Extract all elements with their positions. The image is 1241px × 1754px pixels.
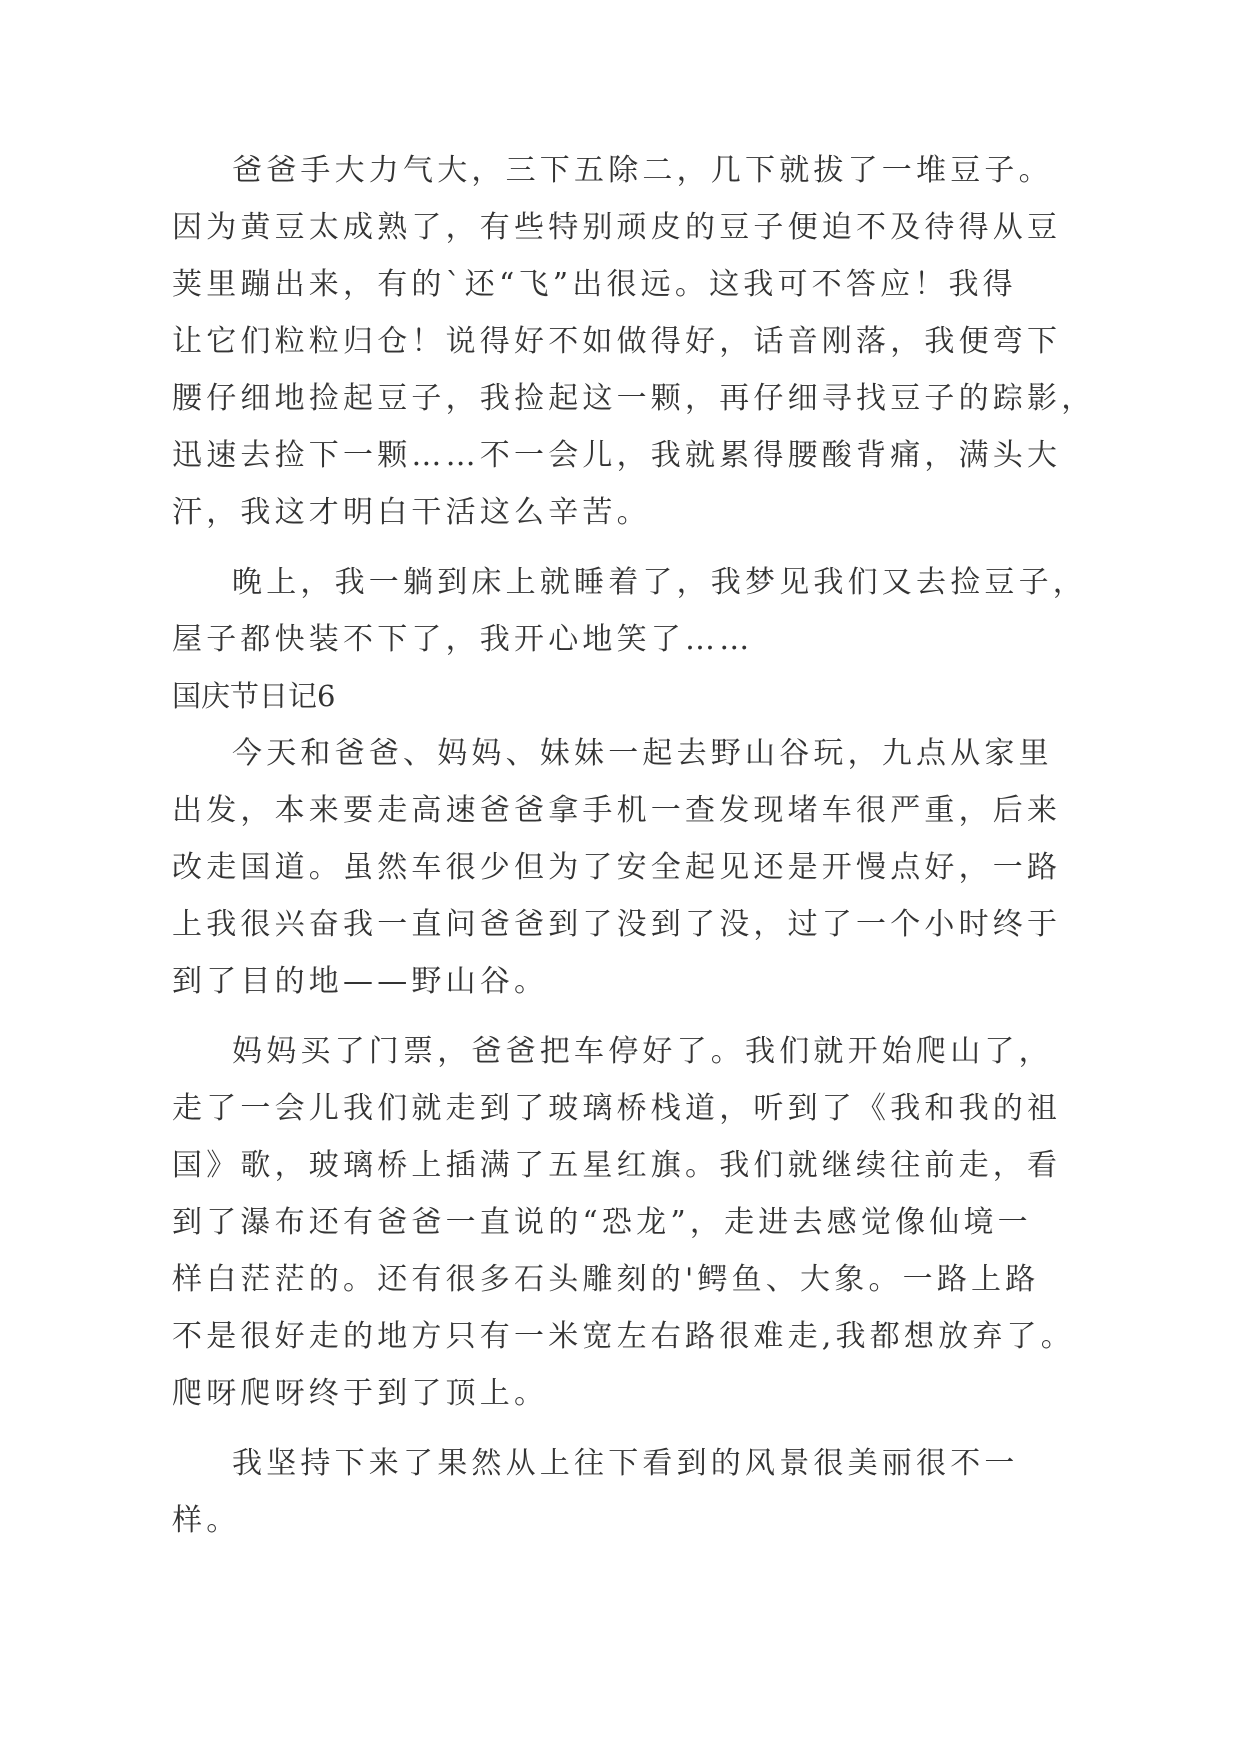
text-line: 样白茫茫的。还有很多石头雕刻的'鳄鱼、大象。一路上路 [172, 1262, 1040, 1297]
paragraph [172, 1023, 1112, 1422]
text-line: 样。 [172, 1503, 241, 1538]
text-line: 腰仔细地捡起豆子，我捡起这一颗，再仔细寻找豆子的踪影， [172, 381, 1096, 416]
paragraph [172, 1435, 1112, 1549]
text-line: 迅速去捡下一颗……不一会儿，我就累得腰酸背痛，满头大 [172, 438, 1062, 473]
text-line: 今天和爸爸、妈妈、妹妹一起去野山谷玩，九点从家里 [232, 736, 1053, 771]
text-line: 因为黄豆太成熟了，有些特别顽皮的豆子便迫不及待得从豆 [172, 210, 1062, 245]
text-line: 改走国道。虽然车很少但为了安全起见还是开慢点好，一路 [172, 850, 1062, 885]
text-line: 上我很兴奋我一直问爸爸到了没到了没，过了一个小时终于 [172, 907, 1062, 942]
text-line: 荚里蹦出来，有的`还“飞”出很远。这我可不答应！我得 [172, 267, 1017, 302]
paragraph [172, 725, 1112, 1010]
text-line: 妈妈买了门票，爸爸把车停好了。我们就开始爬山了， [232, 1034, 1053, 1069]
text-line: 出发，本来要走高速爸爸拿手机一查发现堵车很严重，后来 [172, 793, 1062, 828]
text-line: 到了瀑布还有爸爸一直说的“恐龙”，走进去感觉像仙境一 [172, 1205, 1032, 1240]
text-line: 爬呀爬呀终于到了顶上。 [172, 1376, 549, 1411]
text-line: 屋子都快装不下了，我开心地笑了…… [172, 622, 754, 657]
text-line: 我坚持下来了果然从上往下看到的风景很美丽很不一 [232, 1446, 1019, 1481]
text-line: 不是很好走的地方只有一米宽左右路很难走,我都想放弃了。 [172, 1319, 1075, 1354]
text-line: 让它们粒粒归仓！说得好不如做得好，话音刚落，我便弯下 [172, 324, 1062, 359]
text-line: 到了目的地——野山谷。 [172, 964, 549, 999]
text-line: 晚上，我一躺到床上就睡着了，我梦见我们又去捡豆子， [232, 565, 1087, 600]
text-line: 国》歌，玻璃桥上插满了五星红旗。我们就继续往前走，看 [172, 1148, 1062, 1183]
document-body [172, 142, 1112, 1549]
paragraph [172, 142, 1112, 541]
section-heading: 国庆节日记6 [172, 679, 336, 713]
paragraph [172, 554, 1112, 668]
text-line: 走了一会儿我们就走到了玻璃桥栈道，听到了《我和我的祖 [172, 1091, 1062, 1126]
text-line: 爸爸手大力气大，三下五除二，几下就拔了一堆豆子。 [232, 153, 1053, 188]
text-line: 汗，我这才明白干活这么辛苦。 [172, 495, 651, 530]
